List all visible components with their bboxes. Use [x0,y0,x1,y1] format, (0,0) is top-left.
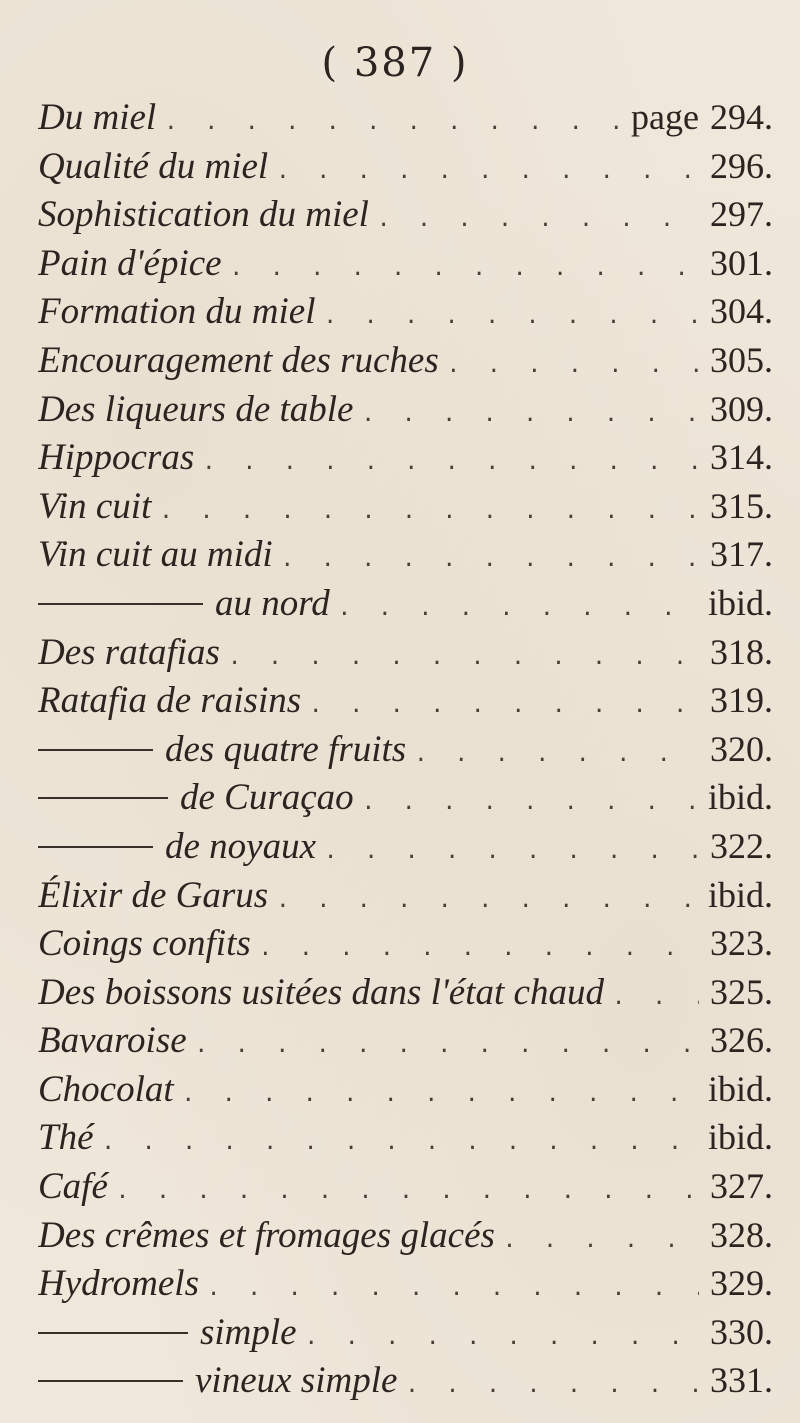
toc-entry [38,776,773,825]
dot-leader [361,402,699,427]
dot-leader [362,790,699,815]
entry-page-number: ibid. [707,1117,773,1158]
entry-title: Des boissons usitées dans l'état chaud [38,971,604,1013]
entry-title: Pain d'épice [38,242,222,284]
entry-page-number: 296. [710,145,773,186]
entry-title: Élixir de Garus [38,874,269,916]
dot-leader [202,450,699,475]
toc-entry [38,582,773,631]
entry-title: Des ratafias [38,631,220,673]
toc-entry [38,436,773,485]
repeat-dash [38,797,168,799]
entry-page-number: 318. [710,631,773,672]
dot-leader [195,1033,699,1058]
entry-page-number: 305. [710,339,773,380]
toc-entry [38,971,773,1020]
entry-title: Hippocras [38,437,195,479]
dot-leader [377,207,699,232]
entry-page-number: 329. [710,1263,773,1304]
toc-entry [38,242,773,291]
dot-leader [276,159,699,184]
toc-entry [38,1359,773,1408]
entry-title: au nord [215,582,330,624]
dot-leader [207,1276,699,1301]
entry-title: de noyaux [165,825,317,867]
entry-page-number: ibid. [707,874,773,915]
toc-entry [38,728,773,777]
dot-leader [503,1228,699,1253]
toc-entry [38,825,773,874]
toc-entry [38,485,773,534]
entry-title: Thé [38,1117,94,1159]
dot-leader [281,547,699,572]
toc-entry [38,1262,773,1311]
entry-page-number: 294. [710,97,773,137]
toc-entry [38,874,773,923]
toc-entry [38,96,773,145]
entry-page-number: 326. [710,1020,773,1061]
entry-page-number: 319. [710,680,773,721]
entry-page-number: 304. [710,291,773,332]
dot-leader [405,1373,699,1398]
dot-leader [323,304,699,329]
toc-entry [38,193,773,242]
dot-leader [228,645,699,670]
page-label: page [631,97,699,137]
dot-leader [612,985,699,1010]
entry-page-number: 330. [710,1311,773,1352]
dot-leader [324,839,699,864]
entry-title: Ratafia de raisins [38,680,302,722]
entry-page-number: 309. [710,388,773,429]
dot-leader [102,1130,700,1155]
dot-leader [309,693,699,718]
dot-leader [305,1325,699,1350]
toc-entry [38,145,773,194]
dot-leader [230,256,699,281]
repeat-dash [38,1380,183,1382]
toc-entry [38,1068,773,1117]
entry-page-number: 320. [710,728,773,769]
dot-leader [276,888,699,913]
entry-page-number: 322. [710,825,773,866]
entry-title: Vin cuit [38,485,152,527]
entry-title: simple [200,1311,297,1353]
entry-page-number: 323. [710,923,773,964]
entry-title: Encouragement des ruches [38,339,439,381]
entry-page-number: 328. [710,1214,773,1255]
toc-entry [38,922,773,971]
entry-title: Bavaroise [38,1020,187,1062]
dot-leader [159,499,699,524]
dot-leader [259,936,699,961]
toc-entry [38,533,773,582]
entry-page-number: 297. [710,194,773,235]
entry-title: Des liqueurs de table [38,388,354,430]
entry-title: Du miel [38,97,157,138]
entry-page-number: ibid. [707,777,773,818]
entry-page-number: 331. [710,1360,773,1401]
entry-page-number: 301. [710,242,773,283]
dot-leader [338,596,699,621]
toc-entry [38,679,773,728]
toc-entry [38,290,773,339]
dot-leader [447,353,699,378]
toc-entry [38,388,773,437]
page-number: ( 387 ) [321,40,469,86]
toc-entry [38,339,773,388]
entry-title: Sophistication du miel [38,194,369,236]
entry-title: Formation du miel [38,291,316,333]
dot-leader [164,110,623,135]
toc-entry [38,1311,773,1360]
entry-page-number: ibid. [707,582,773,623]
entry-title: Coings confits [38,923,251,965]
entry-title: de Curaçao [180,777,354,819]
toc-entry [38,1019,773,1068]
entry-page-number: 314. [710,437,773,478]
dot-leader [414,742,699,767]
table-of-contents [38,96,773,1408]
repeat-dash [38,1332,188,1334]
entry-title: Café [38,1166,108,1208]
entry-title: Chocolat [38,1068,174,1110]
entry-title: des quatre fruits [165,728,407,770]
repeat-dash [38,603,203,605]
repeat-dash [38,846,153,848]
toc-entry [38,1165,773,1214]
entry-page-number: 325. [710,971,773,1012]
entry-page-number: ibid. [707,1068,773,1109]
toc-entry [38,1116,773,1165]
repeat-dash [38,749,153,751]
entry-title: Vin cuit au midi [38,534,273,576]
entry-page-number: 315. [710,485,773,526]
dot-leader [116,1179,699,1204]
entry-title: Des crêmes et fromages glacés [38,1214,495,1256]
dot-leader [182,1082,699,1107]
entry-page-number: 317. [710,534,773,575]
toc-entry [38,631,773,680]
entry-title: Qualité du miel [38,145,269,187]
toc-entry [38,1214,773,1263]
entry-title: vineux simple [195,1360,398,1402]
entry-page-number: 327. [710,1166,773,1207]
entry-title: Hydromels [38,1263,199,1305]
